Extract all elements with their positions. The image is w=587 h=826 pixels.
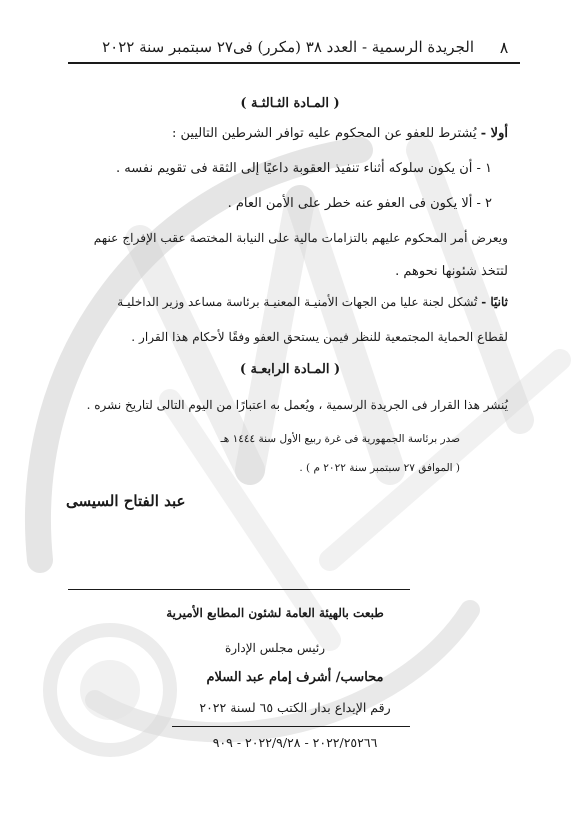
issued-line-2: ( الموافق ٢٧ سبتمبر سنة ٢٠٢٢ م ) . [299,462,460,474]
printer-line: طبعت بالهيئة العامة لشئون المطابع الأميرية [166,606,384,620]
issued-line-1: صدر برئاسة الجمهورية فى غرة ربيع الأول سنة ١٤٤٤ هـ [220,433,460,445]
chairman-name: محاسب/ أشرف إمام عبد السلام [206,670,384,685]
footer-rule-bottom [172,726,410,727]
signature: عبد الفتاح السيسى [66,492,186,510]
print-code: ٢٠٢٢/٢٥٢٦٦ - ٢٠٢٢/٩/٢٨ - ٩٠٩ [212,735,378,750]
watermark-seal-inner [80,660,140,720]
article3-paragraph-line-2: لتتخذ شئونها نحوهم . [395,264,508,279]
article3-second-line-1 [117,295,508,309]
second-label: ثانيًا - [481,295,508,309]
first-text: يُشترط للعفو عن المحكوم عليه توافر الشرطين التاليين : [171,126,477,141]
footer-rule-top [68,589,410,590]
article3-condition-2: ٢ - ألا يكون فى العفو عنه خطر على الأمن العام . [227,196,492,211]
article4-heading: ( المـادة الرابعـة ) [239,362,341,377]
chairman-title: رئيس مجلس الإدارة [224,641,326,655]
gazette-header-title: الجريدة الرسمية - العدد ٣٨ (مكرر) فى٢٧ سبتمبر سنة ٢٠٢٢ [102,38,474,56]
watermark-stroke [420,150,520,420]
watermark-stroke [330,360,560,560]
watermark-seal [50,630,170,750]
deposit-number: رقم الإيداع بدار الكتب ٦٥ لسنة ٢٠٢٢ [199,700,391,715]
article3-heading: ( المـادة الثـالثـة ) [240,96,340,111]
article3-first-line [172,126,508,141]
article4-text: يُنشر هذا القرار فى الجريدة الرسمية ، ويُعمل به اعتبارًا من اليوم التالى لتاريخ نشره . [86,398,508,412]
article3-condition-1: ١ - أن يكون سلوكه أثناء تنفيذ العقوبة داعيًا إلى الثقة فى تقويم نفسه . [116,161,492,176]
header-rule [68,62,520,64]
article3-second-line-2: لقطاع الحماية المجتمعية للنظر فيمن يستحق العفو وفقًا لأحكام هذا القرار . [131,330,508,344]
page-number: ٨ [499,38,509,57]
first-label: أولا - [480,126,508,141]
article3-paragraph-line-1: ويعرض أمر المحكوم عليهم بالتزامات مالية على النيابة المختصة عقب الإفراج عنهم [93,231,508,245]
second-text: تُشكل لجنة عليا من الجهات الأمنيـة المعنيـة برئاسة مساعد وزير الداخليـة [117,295,478,309]
